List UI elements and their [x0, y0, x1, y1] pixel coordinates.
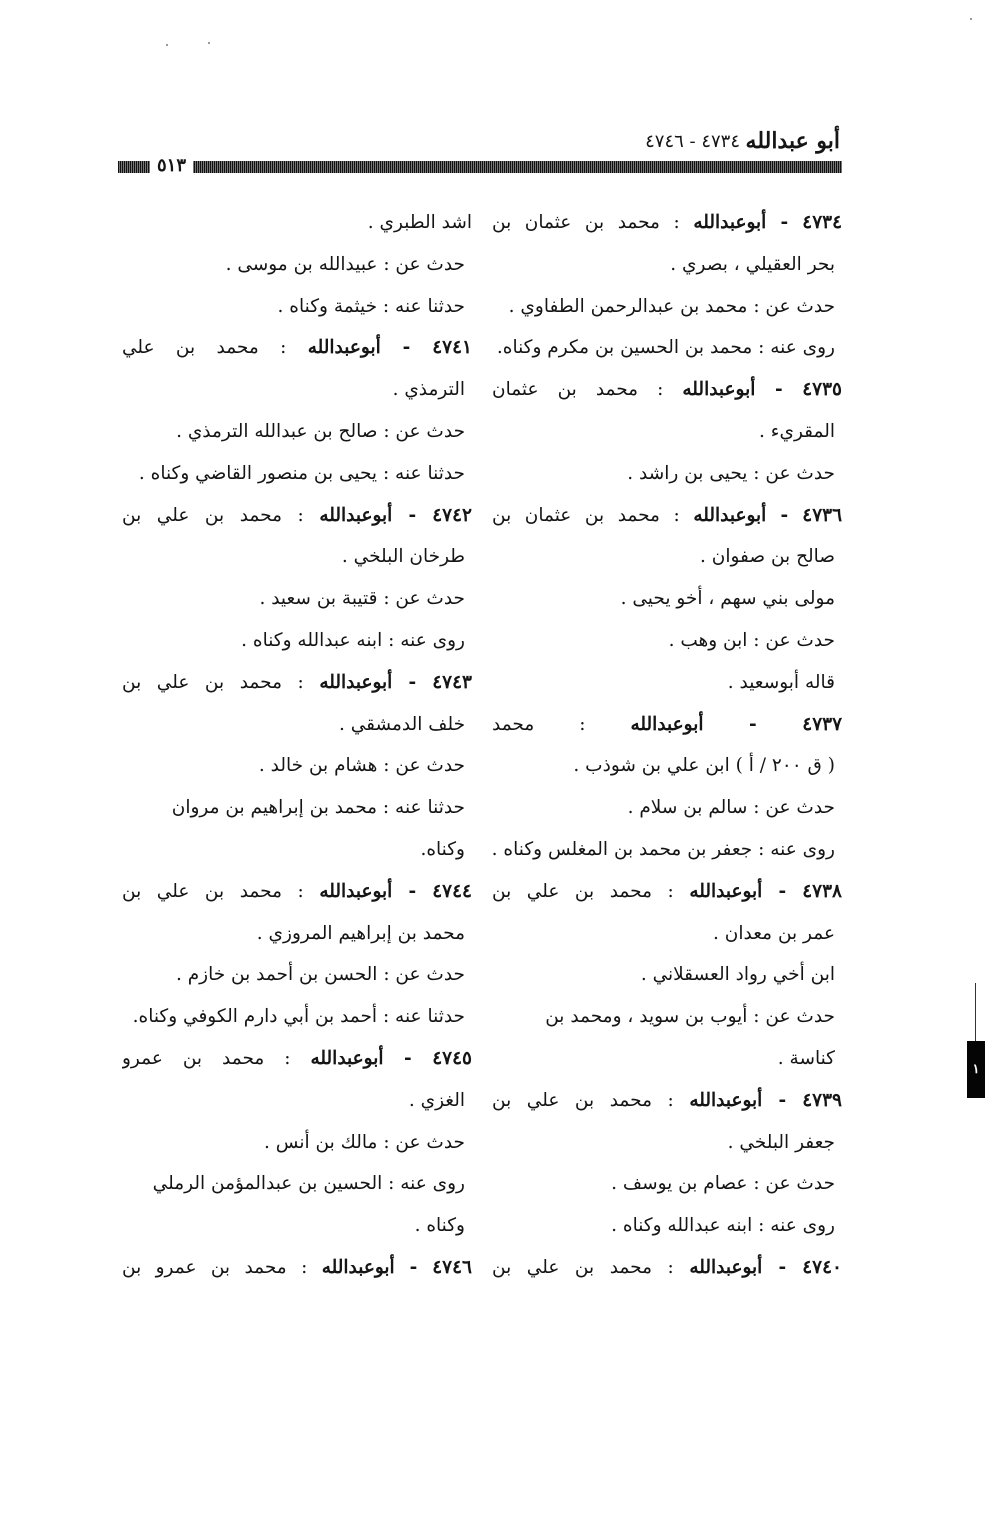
- entry-text: : محمد بن عثمان: [492, 379, 664, 401]
- right-column: [492, 202, 842, 1289]
- text-line: خلف الدمشقي .: [338, 713, 465, 735]
- scan-speck: [208, 42, 210, 44]
- text-line: روى عنه : جعفر بن محمد بن المغلس وكناه .: [492, 838, 835, 860]
- entry-dash: -: [703, 713, 803, 735]
- entry-dash: -: [380, 337, 433, 359]
- entry-range: ٤٧٣٤ - ٤٧٤٦: [645, 131, 740, 152]
- text-line: روى عنه : ابنه عبدالله وكناه .: [611, 1215, 835, 1237]
- text-line: طرخان البلخي .: [341, 546, 465, 568]
- text-line: وكناه .: [414, 1215, 465, 1237]
- entry-heading: [492, 704, 842, 746]
- entry-name: أبوعبدالله: [319, 880, 393, 902]
- entry-number: ٤٧٣٨: [802, 880, 842, 902]
- text-line: قاله أبوسعيد .: [727, 671, 835, 693]
- entry-dash: -: [755, 379, 803, 401]
- text-line: كناسة .: [777, 1047, 835, 1069]
- entry-heading: [122, 1247, 472, 1289]
- entry-name: أبوعبدالله: [693, 504, 767, 526]
- entry-name: أبوعبدالله: [689, 880, 763, 902]
- entry-dash: -: [762, 880, 803, 902]
- text-line: حدث عن : محمد بن عبدالرحمن الطفاوي .: [508, 295, 835, 317]
- text-line: عمر بن معدان .: [713, 922, 835, 944]
- entry-heading: [122, 662, 472, 704]
- entry-dash: -: [394, 1256, 433, 1278]
- text-line: محمد بن إبراهيم المروزي .: [256, 922, 465, 944]
- text-line: حدث عن : قتيبة بن سعيد .: [259, 588, 465, 610]
- entry-number: ٤٧٣٦: [802, 504, 842, 526]
- entry-number: ٤٧٤٥: [432, 1047, 472, 1069]
- entry-number: ٤٧٣٥: [802, 379, 842, 401]
- entry-heading: [122, 495, 472, 537]
- text-line: المقريء .: [759, 420, 835, 442]
- entry-name: أبوعبدالله: [693, 212, 767, 233]
- text-line: حدث عن : هشام بن خالد .: [258, 755, 465, 777]
- left-column: [122, 202, 472, 1289]
- entry-number: ٤٧٣٧: [802, 713, 842, 735]
- entry-number: ٤٧٤٤: [432, 880, 472, 902]
- entry-heading: [122, 327, 472, 369]
- entry-heading: [492, 1247, 842, 1289]
- entry-text: : محمد بن علي بن: [122, 671, 304, 693]
- margin-rule: [975, 983, 976, 1041]
- entry-name: أبوعبدالله: [689, 1256, 763, 1278]
- entry-dash: -: [383, 1047, 433, 1069]
- entry-name: أبوعبدالله: [319, 671, 393, 693]
- entry-heading: [492, 871, 842, 913]
- text-line: الغزي .: [408, 1089, 465, 1111]
- entry-text: : محمد بن علي بن: [492, 1256, 674, 1278]
- entry-text: : محمد بن علي بن: [122, 504, 304, 526]
- text-line: صالح بن صفوان .: [699, 546, 835, 568]
- entry-heading: [492, 495, 842, 537]
- entry-name: أبوعبدالله: [310, 1047, 384, 1069]
- entry-number: ٤٧٣٤: [802, 212, 842, 233]
- entry-text: : محمد بن عثمان بن: [492, 212, 680, 233]
- entry-dash: -: [392, 504, 433, 526]
- entry-name: أبوعبدالله: [630, 713, 704, 735]
- text-line: بحر العقيلي ، بصري .: [670, 253, 835, 275]
- text-line: حدث عن : عصام بن يوسف .: [611, 1173, 835, 1195]
- entry-text: : محمد: [492, 713, 586, 735]
- page-number: ٥١٣: [150, 155, 193, 176]
- entry-number: ٤٧٤١: [432, 337, 472, 359]
- text-line: روى عنه : محمد بن الحسين بن مكرم وكناه.: [496, 337, 835, 359]
- entry-text: : محمد بن علي بن: [122, 880, 304, 902]
- text-line: حدث عن : مالك بن أنس .: [264, 1131, 465, 1153]
- side-tab-marker: ١: [967, 1041, 985, 1098]
- scan-speck: [970, 18, 972, 20]
- entry-dash: -: [766, 212, 803, 233]
- entry-number: ٤٧٤٦: [432, 1256, 472, 1278]
- entry-heading: [492, 202, 842, 244]
- entry-text: : محمد بن عثمان بن: [492, 504, 680, 526]
- entry-heading: [492, 369, 842, 411]
- entry-name: أبوعبدالله: [321, 1256, 395, 1278]
- text-line: حدثنا عنه : يحيى بن منصور القاضي وكناه .: [138, 462, 465, 484]
- text-line: حدث عن : يحيى بن راشد .: [627, 462, 835, 484]
- entry-text: : محمد بن علي بن: [492, 880, 674, 902]
- text-line: ( ق ٢٠٠ / أ ) ابن علي بن شوذب .: [573, 755, 835, 777]
- entry-dash: -: [766, 504, 803, 526]
- entry-number: ٤٧٤٣: [432, 671, 472, 693]
- text-line: جعفر البلخي .: [727, 1131, 835, 1153]
- entry-text: : محمد بن عمرو: [122, 1047, 291, 1069]
- entry-text: : محمد بن علي: [122, 337, 287, 359]
- scan-speck: [166, 44, 168, 46]
- text-line: مولى بني سهم ، أخو يحيى .: [620, 588, 835, 610]
- text-line: حدث عن : صالح بن عبدالله الترمذي .: [176, 420, 465, 442]
- entry-text: : محمد بن عمرو بن: [122, 1256, 308, 1278]
- text-line: حدث عن : عبيدالله بن موسى .: [225, 253, 465, 275]
- entry-dash: -: [392, 880, 433, 902]
- entry-number: ٤٧٤٢: [432, 504, 472, 526]
- entry-name: أبوعبدالله: [307, 337, 381, 359]
- entry-heading: [122, 1038, 472, 1080]
- entry-number: ٤٧٣٩: [802, 1089, 842, 1111]
- text-line: حدثنا عنه : خيثمة وكناه .: [277, 295, 465, 317]
- entry-name: أبوعبدالله: [689, 1089, 763, 1111]
- entry-text: : محمد بن علي بن: [492, 1089, 674, 1111]
- text-line: روى عنه : ابنه عبدالله وكناه .: [241, 629, 465, 651]
- text-line: حدث عن : ابن وهب .: [668, 629, 835, 651]
- text-line: اشد الطبري .: [367, 212, 472, 233]
- text-line: ابن أخي رواد العسقلاني .: [640, 964, 835, 986]
- header-rule: [118, 161, 842, 173]
- entry-name: أبوعبدالله: [319, 504, 393, 526]
- entry-heading: [492, 1080, 842, 1122]
- text-line: روى عنه : الحسين بن عبدالمؤمن الرملي: [152, 1173, 465, 1195]
- entry-dash: -: [762, 1256, 803, 1278]
- text-line: الترمذي .: [392, 379, 465, 401]
- entry-number: ٤٧٤٠: [802, 1256, 842, 1278]
- running-title: أبو عبدالله: [745, 128, 840, 154]
- entry-name: أبوعبدالله: [682, 379, 756, 401]
- text-line: حدث عن : سالم بن سلام .: [627, 797, 835, 819]
- entry-dash: -: [762, 1089, 803, 1111]
- text-line: حدثنا عنه : محمد بن إبراهيم بن مروان: [171, 797, 465, 819]
- text-line: حدثنا عنه : أحمد بن أبي دارم الكوفي وكناه.: [132, 1006, 465, 1028]
- text-line: حدث عن : أيوب بن سويد ، ومحمد بن: [545, 1006, 835, 1028]
- entry-dash: -: [392, 671, 433, 693]
- text-line: وكناه.: [420, 838, 465, 860]
- entry-heading: [122, 871, 472, 913]
- text-line: حدث عن : الحسن بن أحمد بن خازم .: [175, 964, 465, 986]
